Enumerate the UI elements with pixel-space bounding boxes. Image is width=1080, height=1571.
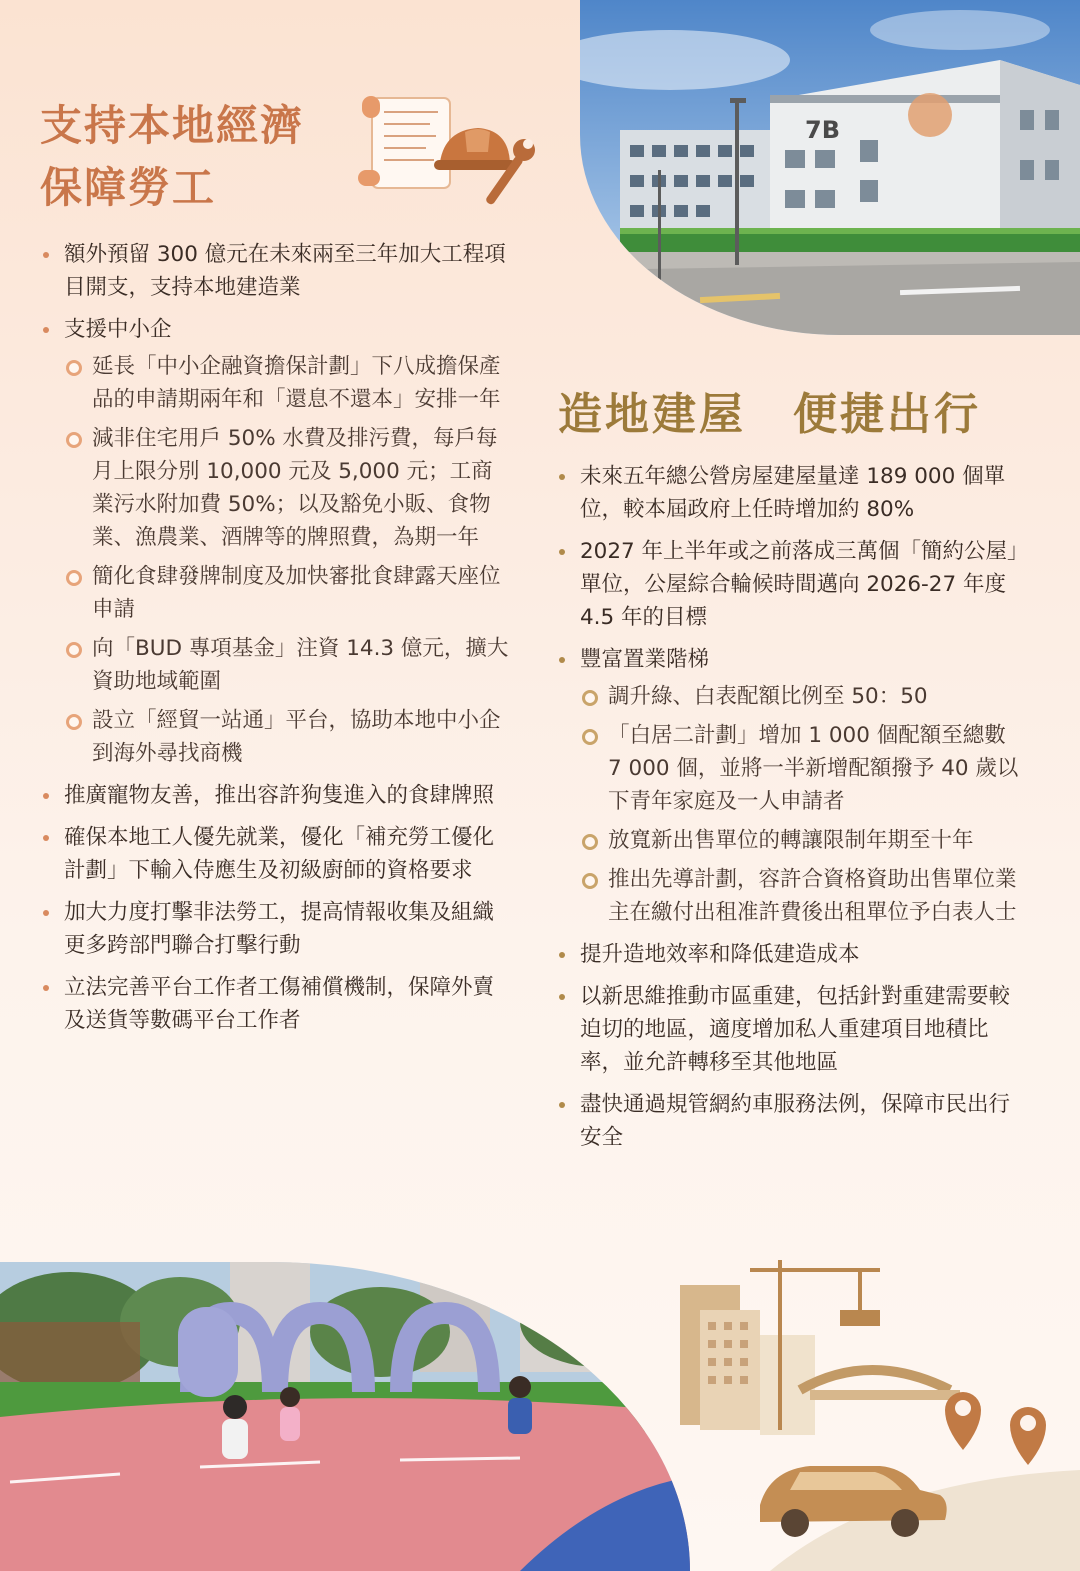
item-text: 2027 年上半年或之前落成三萬個「簡約公屋」單位，公屋綜合輪候時間邁向 2026-27 年度 4.5 年的目標 xyxy=(580,539,1018,630)
city-illustration xyxy=(620,1240,1080,1571)
list-item xyxy=(556,643,1026,929)
item-text: 立法完善平台工作者工傷補償機制，保障外賣及送貨等數碼平台工作者 xyxy=(64,975,495,1033)
sub-list-item: 放寬新出售單位的轉讓限制年期至十年 xyxy=(580,824,1026,857)
left-policy-list xyxy=(40,238,510,1046)
item-text: 提升造地效率和降低建造成本 xyxy=(580,942,860,967)
sub-list-item: 推出先導計劃，容許合資格資助出售單位業主在繳付出租准許費後出租單位予白表人士 xyxy=(580,863,1026,929)
heading-support-economy xyxy=(40,95,360,219)
playground-photo xyxy=(0,1262,690,1571)
item-text: 加大力度打擊非法勞工，提高情報收集及組織更多跨部門聯合打擊行動 xyxy=(64,900,495,958)
list-item xyxy=(556,938,1026,971)
list-item xyxy=(40,238,510,304)
list-item xyxy=(556,1088,1026,1154)
list-item xyxy=(40,971,510,1037)
list-item xyxy=(40,896,510,962)
item-text: 以新思維推動市區重建，包括針對重建需要較迫切的地區，適度增加私人重建項目地積比率，並允許轉移至其他地區 xyxy=(580,984,1011,1075)
list-item xyxy=(556,460,1026,526)
item-text: 推廣寵物友善，推出容許狗隻進入的食肆牌照 xyxy=(64,783,495,808)
list-item xyxy=(556,535,1026,634)
building-photo xyxy=(580,0,1080,335)
list-item xyxy=(556,980,1026,1079)
heading-line-2: 保障勞工 xyxy=(40,163,217,212)
heading-land-housing-transport: 造地建屋 便捷出行 xyxy=(558,389,981,440)
list-item xyxy=(40,821,510,887)
sub-list-item: 減非住宅用戶 50% 水費及排污費，每戶每月上限分別 10,000 元及 5,000 元；工商業污水附加費 50%；以及豁免小販、食物業、漁農業、酒牌等的牌照費，為期一年 xyxy=(64,422,510,554)
sub-list-item: 延長「中小企融資擔保計劃」下八成擔保產品的申請期兩年和「還息不還本」安排一年 xyxy=(64,350,510,416)
labour-icon-group xyxy=(350,92,550,222)
list-item xyxy=(40,313,510,770)
item-text: 確保本地工人優先就業，優化「補充勞工優化計劃」下輸入侍應生及初級廚師的資格要求 xyxy=(64,825,495,883)
sub-list-item: 調升綠、白表配額比例至 50：50 xyxy=(580,680,1026,713)
location-pin-icon xyxy=(945,1392,1046,1465)
item-text: 盡快通過規管網約車服務法例，保障市民出行安全 xyxy=(580,1092,1011,1150)
document-icon xyxy=(358,96,450,188)
item-text: 額外預留 300 億元在未來兩至三年加大工程項目開支，支持本地建造業 xyxy=(64,242,506,300)
item-text: 支援中小企 xyxy=(64,317,172,342)
building-sign: 7B xyxy=(805,116,840,144)
sub-list-item: 簡化食肆發牌制度及加快審批食肆露天座位申請 xyxy=(64,560,510,626)
heading-line-1: 支持本地經濟 xyxy=(40,101,305,150)
right-policy-list xyxy=(556,460,1026,1163)
sub-list-item: 「白居二計劃」增加 1 000 個配額至總數 7 000 個，並將一半新增配額撥予 40 歲以下青年家庭及一人申請者 xyxy=(580,719,1026,818)
item-text: 豐富置業階梯 xyxy=(580,647,710,672)
list-item xyxy=(40,779,510,812)
sub-list-item: 設立「經貿一站通」平台，協助本地中小企到海外尋找商機 xyxy=(64,704,510,770)
item-text: 未來五年總公營房屋建屋量達 189 000 個單位，較本屆政府上任時增加約 80% xyxy=(580,464,1006,522)
sub-list-item: 向「BUD 專項基金」注資 14.3 億元，擴大資助地域範圍 xyxy=(64,632,510,698)
